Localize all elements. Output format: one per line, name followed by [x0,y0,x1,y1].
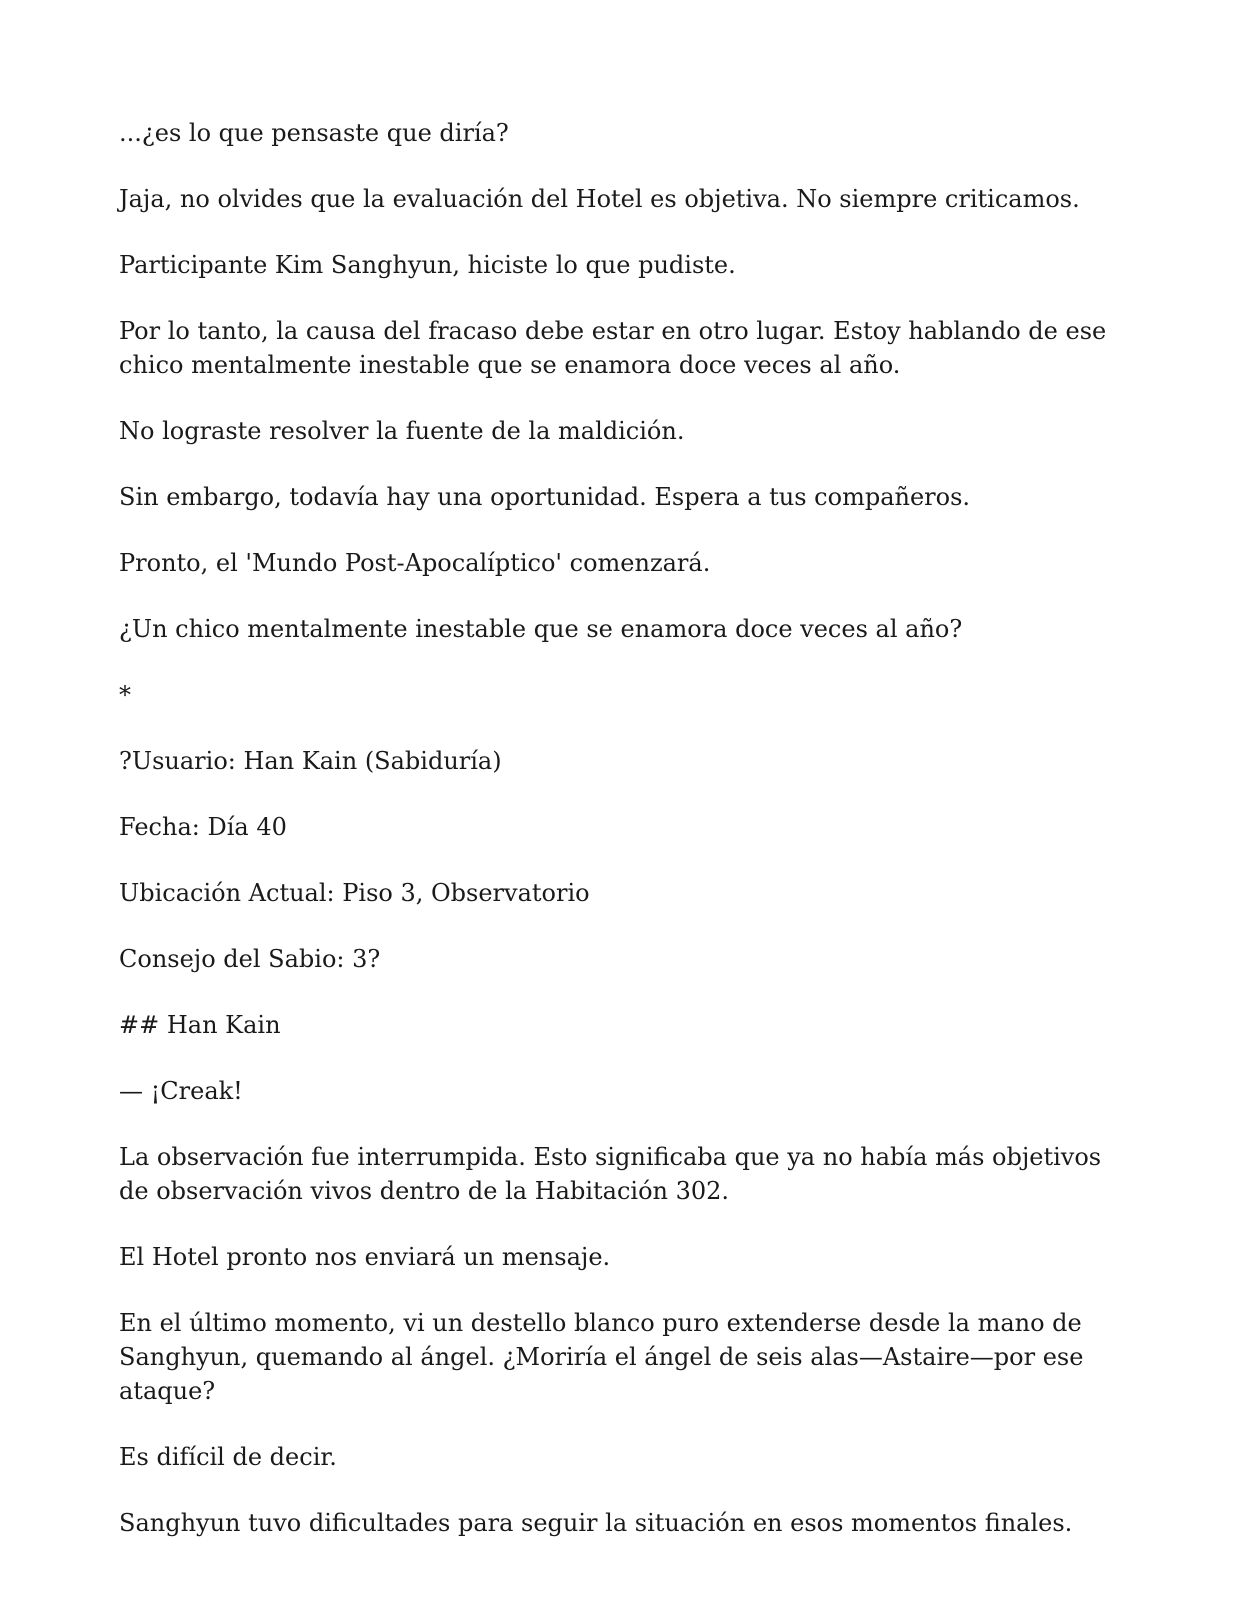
paragraph: Participante Kim Sanghyun, hiciste lo que pudiste. [119,251,736,279]
paragraph: No lograste resolver la fuente de la maldición. [119,417,685,445]
paragraph: Es difícil de decir. [119,1443,337,1471]
paragraph: Jaja, no olvides que la evaluación del Hotel es objetiva. No siempre criticamos. [119,185,1080,213]
status-advice: Consejo del Sabio: 3? [119,945,381,973]
paragraph: ¿Un chico mentalmente inestable que se enamora doce veces al año? [119,615,963,643]
paragraph: — ¡Creak! [119,1077,243,1105]
paragraph: En el último momento, vi un destello blanco puro extenderse desde la mano de Sanghyun, quemando al ángel. ¿Moriría el ángel de seis alas—Astaire—por ese ataque? [119,1309,1084,1405]
paragraph: Sin embargo, todavía hay una oportunidad. Espera a tus compañeros. [119,483,971,511]
document-page [119,116,1129,1572]
status-date: Fecha: Día 40 [119,813,287,841]
paragraph: Sanghyun tuvo dificultades para seguir la situación en esos momentos finales. [119,1509,1073,1537]
status-location: Ubicación Actual: Piso 3, Observatorio [119,879,590,907]
paragraph: Por lo tanto, la causa del fracaso debe estar en otro lugar. Estoy hablando de ese chico mentalmente inestable que se enamora doce veces al año. [119,317,1107,379]
paragraph: El Hotel pronto nos enviará un mensaje. [119,1243,611,1271]
section-heading: ## Han Kain [119,1011,281,1039]
paragraph: ...¿es lo que pensaste que diría? [119,119,509,147]
paragraph: Pronto, el 'Mundo Post-Apocalíptico' comenzará. [119,549,711,577]
paragraph: La observación fue interrumpida. Esto significaba que ya no había más objetivos de observación vivos dentro de la Habitación 302. [119,1143,1102,1205]
status-user: ?Usuario: Han Kain (Sabiduría) [119,747,502,775]
section-separator: * [119,681,131,709]
